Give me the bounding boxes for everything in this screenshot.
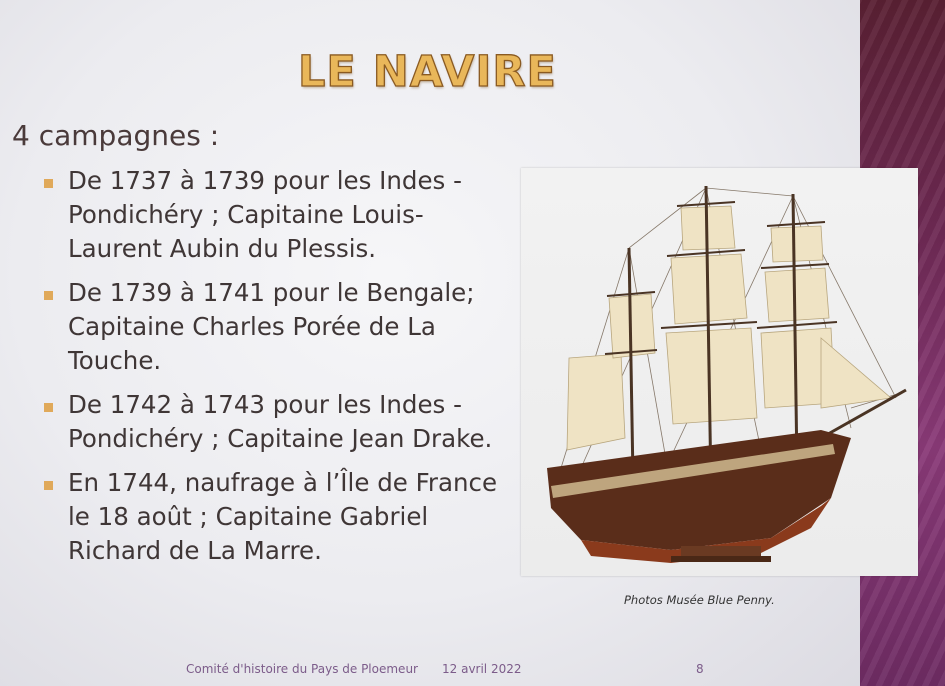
footer-page-number: 8 <box>696 662 704 676</box>
photo-caption: Photos Musée Blue Penny. <box>624 593 775 607</box>
bullet-item <box>44 276 514 378</box>
square-bullet-icon <box>44 403 53 412</box>
ship-model-photo <box>521 168 918 576</box>
bullet-item <box>44 164 514 266</box>
bullet-text: De 1737 à 1739 pour les Indes - Pondichéry ; Capitaine Louis-Laurent Aubin du Plessis. <box>68 166 462 263</box>
ship-model-illustration <box>521 168 918 576</box>
slide-title: LE NAVIRE <box>298 47 557 97</box>
square-bullet-icon <box>44 179 53 188</box>
bullet-text: De 1739 à 1741 pour le Bengale; Capitaine Charles Porée de La Touche. <box>68 278 475 375</box>
bullet-text: De 1742 à 1743 pour les Indes - Pondichéry ; Capitaine Jean Drake. <box>68 390 493 453</box>
bullet-list <box>44 164 514 578</box>
footer-date: 12 avril 2022 <box>442 662 522 676</box>
section-heading: 4 campagnes : <box>12 119 220 152</box>
bullet-item <box>44 466 514 568</box>
footer-organization: Comité d'histoire du Pays de Ploemeur <box>186 662 418 676</box>
square-bullet-icon <box>44 481 53 490</box>
bullet-item <box>44 388 514 456</box>
bullet-text: En 1744, naufrage à l’Île de France le 18 août ; Capitaine Gabriel Richard de La Marre. <box>68 468 498 565</box>
square-bullet-icon <box>44 291 53 300</box>
